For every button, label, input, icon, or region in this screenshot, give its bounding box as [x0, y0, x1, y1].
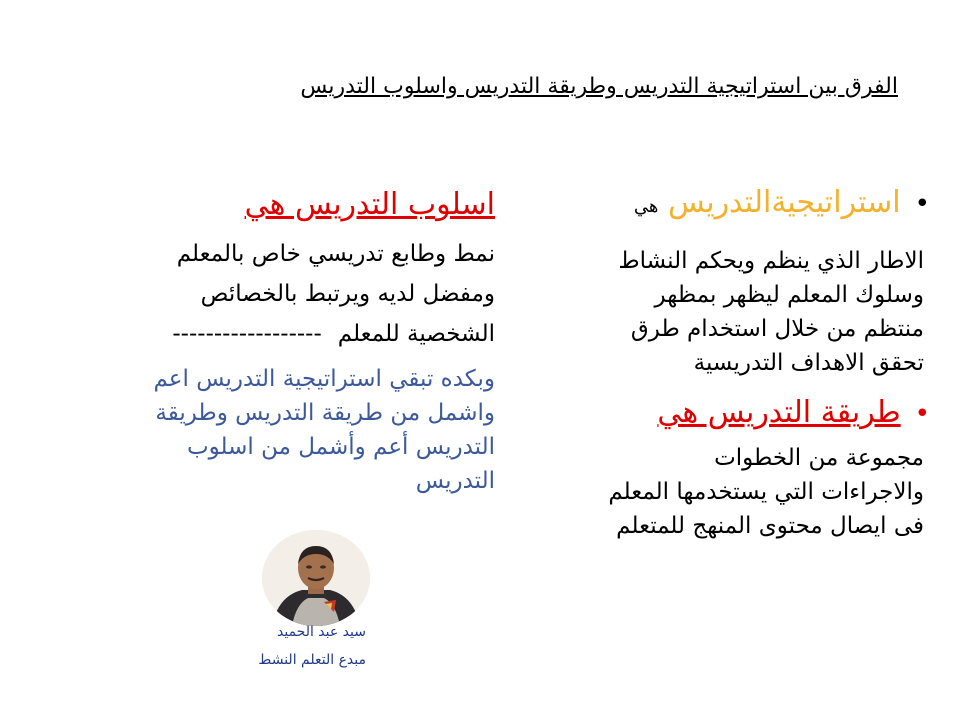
- strategy-line: الاطار الذي ينظم ويحكم النشاط: [618, 248, 924, 274]
- conclusion-line: وبكده تبقي استراتيجية التدريس اعم: [153, 366, 495, 392]
- style-line: الشخصية للمعلم: [337, 321, 495, 347]
- method-line: فى ايصال محتوى المنهج للمتعلم: [616, 513, 924, 539]
- strategy-heading: استراتيجيةالتدريس: [667, 185, 901, 220]
- conclusion-line: واشمل من طريقة التدريس وطريقة: [155, 400, 495, 426]
- author-title: مبدع التعلم النشط: [258, 652, 366, 668]
- strategy-line: تحقق الاهداف التدريسية: [693, 350, 924, 376]
- style-line: ومفضل لديه ويرتبط بالخصائص: [200, 281, 495, 307]
- conclusion-line: التدريس أعم وأشمل من اسلوب: [186, 434, 495, 460]
- left-column: [60, 182, 495, 498]
- right-column: [515, 180, 930, 543]
- strategy-heading-line: [515, 180, 930, 230]
- author-name: سيد عبد الحميد: [277, 624, 366, 640]
- style-definition: [60, 234, 495, 354]
- bullet-icon: •: [914, 399, 930, 429]
- method-heading: طريقة التدريس هي: [657, 395, 901, 430]
- style-line: نمط وطابع تدريسي خاص بالمعلم: [176, 241, 495, 267]
- strategy-line: منتظم من خلال استخدام طرق: [630, 316, 924, 342]
- author-portrait-icon: [262, 530, 370, 626]
- method-heading-line: [515, 390, 930, 437]
- strategy-line: وسلوك المعلم ليظهر بمظهر: [654, 282, 924, 308]
- conclusion-paragraph: [60, 362, 495, 498]
- conclusion-line: التدريس: [415, 468, 495, 494]
- bullet-icon: •: [914, 189, 930, 219]
- author-photo: [262, 530, 370, 626]
- strategy-heading-suffix: هي: [633, 196, 659, 217]
- style-heading: اسلوب التدريس هي: [244, 187, 495, 222]
- method-block: [515, 390, 930, 543]
- style-line-with-dashes: [60, 314, 495, 354]
- method-definition: [515, 441, 930, 543]
- method-line: مجموعة من الخطوات: [714, 445, 924, 471]
- page-title: الفرق بين استراتيجية التدريس وطريقة التدريس واسلوب التدريس: [300, 74, 898, 99]
- dash-divider: ------------------: [172, 321, 322, 347]
- strategy-definition: [515, 244, 930, 380]
- method-line: والاجراءات التي يستخدمها المعلم: [608, 479, 924, 505]
